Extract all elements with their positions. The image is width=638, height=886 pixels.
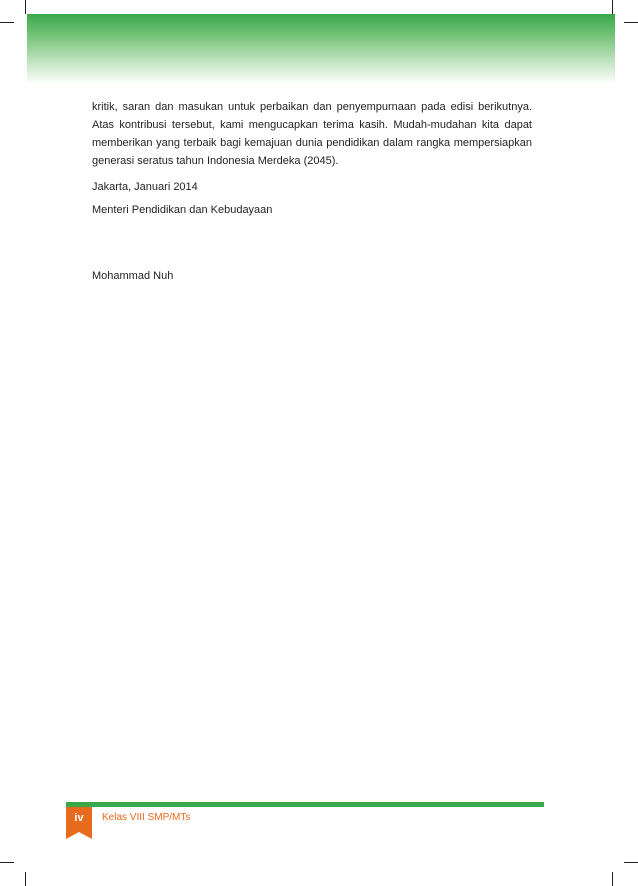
crop-mark [25, 0, 26, 14]
crop-mark [612, 0, 613, 14]
footer-rule [66, 802, 544, 807]
crop-mark [0, 22, 14, 23]
book-label: Kelas VIII SMP/MTs [102, 812, 191, 823]
signatory-position: Menteri Pendidikan dan Kebudayaan [92, 204, 273, 216]
place-date: Jakarta, Januari 2014 [92, 181, 198, 193]
header-band [27, 14, 615, 84]
crop-mark [624, 22, 638, 23]
crop-mark [612, 872, 613, 886]
crop-mark [624, 862, 638, 863]
closing-paragraph: kritik, saran dan masukan untuk perbaikan dan penyempurnaan pada edisi berikutnya. Atas kontribusi tersebut, kami mengucapkan terima kasih. Mudah-mudahan kita dapat memberikan yang terbaik bagi kemajuan dunia pendidikan dalam rangka mempersiapkan generasi seratus tahun Indonesia Merdeka (2045). [92, 101, 532, 167]
page-number: iv [74, 812, 84, 824]
crop-mark [0, 862, 14, 863]
signatory-name: Mohammad Nuh [92, 270, 174, 282]
crop-mark [25, 872, 26, 886]
